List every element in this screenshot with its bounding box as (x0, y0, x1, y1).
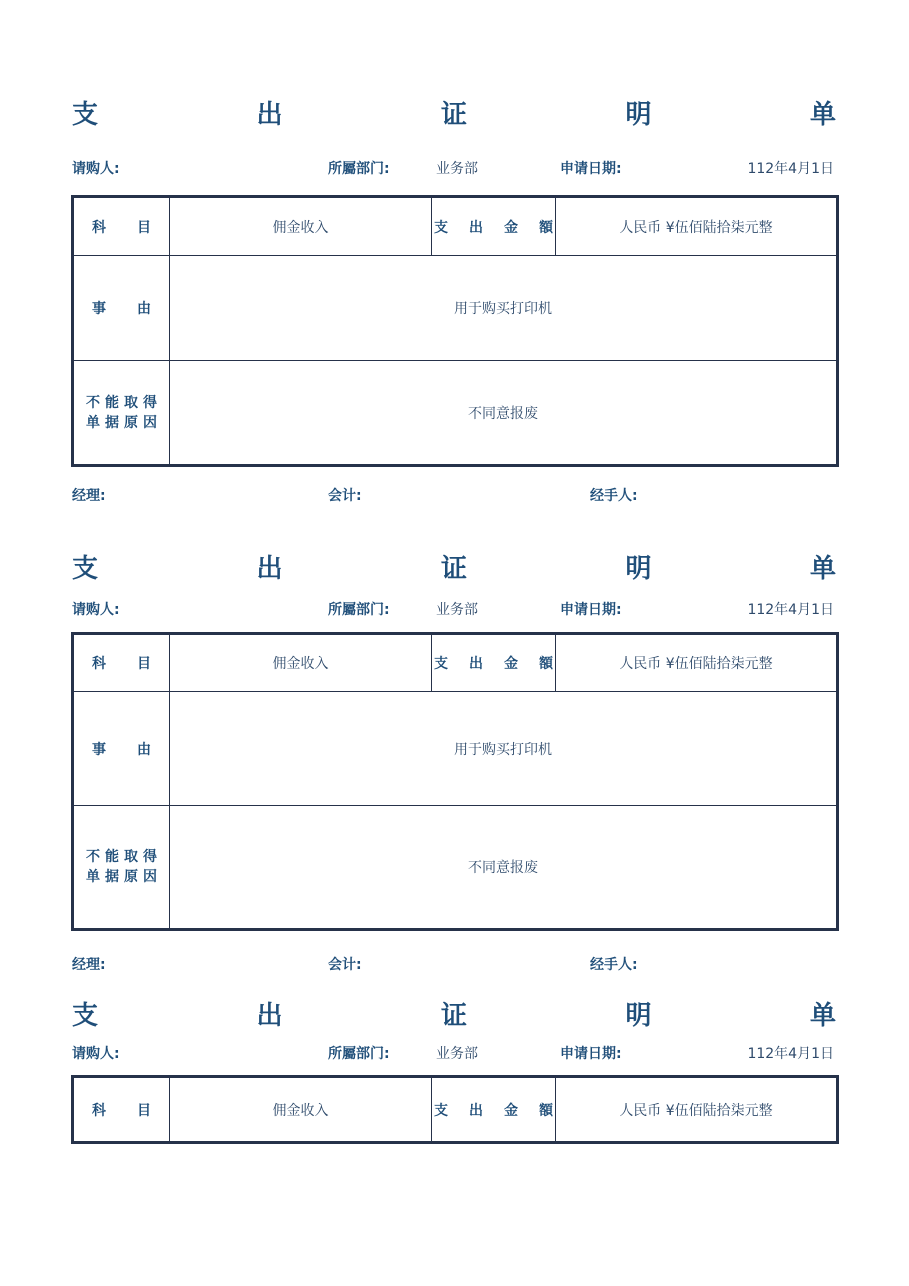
no-receipt-char: 取 (124, 394, 138, 411)
department-value[interactable]: 业务部 (436, 1046, 478, 1062)
no-receipt-char: 因 (143, 869, 157, 885)
title-char: 单 (809, 553, 836, 584)
title-char: 支 (72, 1000, 99, 1031)
no-receipt-char: 原 (124, 869, 138, 885)
department-label: 所屬部门: (328, 161, 390, 177)
no-receipt-char: 不 (86, 849, 100, 865)
form-info-row (72, 158, 836, 180)
handler-label: 经手人: (590, 488, 638, 504)
manager-label: 经理: (72, 488, 106, 504)
amount-label-char: 出 (469, 219, 483, 236)
manager-label: 经理: (72, 957, 106, 973)
amount-label (432, 1077, 556, 1143)
amount-value[interactable]: 人民币 ¥伍佰陆拾柒元整 (556, 197, 838, 256)
amount-value[interactable]: 人民币 ¥伍佰陆拾柒元整 (556, 1077, 838, 1143)
expense-table (71, 1075, 839, 1144)
reason-label-char: 由 (137, 741, 151, 758)
no-receipt-char: 单 (86, 414, 100, 431)
amount-label-char: 額 (539, 656, 553, 672)
amount-label-char: 金 (504, 1102, 518, 1119)
title-char: 证 (440, 99, 467, 130)
subject-label-char: 目 (137, 656, 151, 672)
no-receipt-label (73, 806, 170, 930)
reason-label-char: 事 (92, 741, 106, 758)
amount-label-char: 額 (539, 1102, 553, 1119)
accountant-label: 会计: (328, 957, 362, 973)
date-label: 申请日期: (560, 602, 622, 618)
title-char: 证 (440, 1000, 467, 1031)
title-char: 支 (72, 553, 99, 584)
subject-label-char: 目 (137, 1102, 151, 1119)
title-char: 单 (809, 1000, 836, 1031)
reason-label (73, 692, 170, 806)
date-value[interactable]: 112年4月1日 (747, 602, 834, 618)
amount-label-char: 額 (539, 219, 553, 236)
no-receipt-char: 能 (105, 849, 119, 865)
amount-label (432, 634, 556, 692)
department-value[interactable]: 业务部 (436, 602, 478, 618)
no-receipt-label (73, 361, 170, 466)
title-char: 明 (625, 99, 652, 130)
reason-value[interactable]: 用于购买打印机 (170, 692, 838, 806)
title-char: 明 (625, 1000, 652, 1031)
department-label: 所屬部门: (328, 1046, 390, 1062)
no-receipt-value[interactable]: 不同意报废 (170, 361, 838, 466)
date-label: 申请日期: (560, 1046, 622, 1062)
form-title (72, 92, 836, 132)
no-receipt-char: 得 (143, 849, 157, 865)
amount-label-char: 出 (469, 1102, 483, 1119)
title-char: 出 (256, 553, 283, 584)
amount-label-char: 出 (469, 656, 483, 672)
reason-label-char: 事 (92, 301, 106, 317)
no-receipt-char: 据 (105, 414, 119, 431)
reason-label-char: 由 (137, 301, 151, 317)
no-receipt-char: 原 (124, 414, 138, 431)
requester-label: 请购人: (72, 161, 120, 177)
amount-label (432, 197, 556, 256)
no-receipt-char: 因 (143, 414, 157, 431)
subject-label (73, 634, 170, 692)
expense-table (71, 632, 839, 931)
subject-label-char: 科 (92, 656, 106, 672)
title-char: 出 (256, 1000, 283, 1031)
amount-label-char: 金 (504, 656, 518, 672)
subject-label-char: 科 (92, 219, 106, 236)
form-title (72, 993, 836, 1033)
amount-label-char: 金 (504, 219, 518, 236)
title-char: 证 (440, 553, 467, 584)
form-info-row (72, 599, 836, 621)
amount-label-char: 支 (434, 219, 448, 236)
department-value[interactable]: 业务部 (436, 161, 478, 177)
reason-value[interactable]: 用于购买打印机 (170, 256, 838, 361)
subject-label-char: 科 (92, 1102, 106, 1119)
amount-label-char: 支 (434, 656, 448, 672)
subject-label (73, 197, 170, 256)
no-receipt-value[interactable]: 不同意报废 (170, 806, 838, 930)
title-char: 单 (809, 99, 836, 130)
date-value[interactable]: 112年4月1日 (747, 1046, 834, 1062)
no-receipt-char: 不 (86, 394, 100, 411)
date-label: 申请日期: (560, 161, 622, 177)
expense-table (71, 195, 839, 467)
no-receipt-char: 据 (105, 869, 119, 885)
subject-value[interactable]: 佣金收入 (170, 634, 432, 692)
subject-value[interactable]: 佣金收入 (170, 197, 432, 256)
title-char: 明 (625, 553, 652, 584)
subject-value[interactable]: 佣金收入 (170, 1077, 432, 1143)
accountant-label: 会计: (328, 488, 362, 504)
no-receipt-char: 得 (143, 394, 157, 411)
requester-label: 请购人: (72, 1046, 120, 1062)
reason-label (73, 256, 170, 361)
amount-value[interactable]: 人民币 ¥伍佰陆拾柒元整 (556, 634, 838, 692)
no-receipt-char: 单 (86, 869, 100, 885)
signature-row (72, 485, 836, 505)
signature-row (72, 954, 836, 974)
no-receipt-char: 能 (105, 394, 119, 411)
date-value[interactable]: 112年4月1日 (747, 161, 834, 177)
subject-label-char: 目 (137, 219, 151, 236)
subject-label (73, 1077, 170, 1143)
form-title (72, 546, 836, 586)
requester-label: 请购人: (72, 602, 120, 618)
no-receipt-char: 取 (124, 849, 138, 865)
title-char: 出 (256, 99, 283, 130)
amount-label-char: 支 (434, 1102, 448, 1119)
department-label: 所屬部门: (328, 602, 390, 618)
handler-label: 经手人: (590, 957, 638, 973)
title-char: 支 (72, 99, 99, 130)
form-info-row (72, 1043, 836, 1065)
